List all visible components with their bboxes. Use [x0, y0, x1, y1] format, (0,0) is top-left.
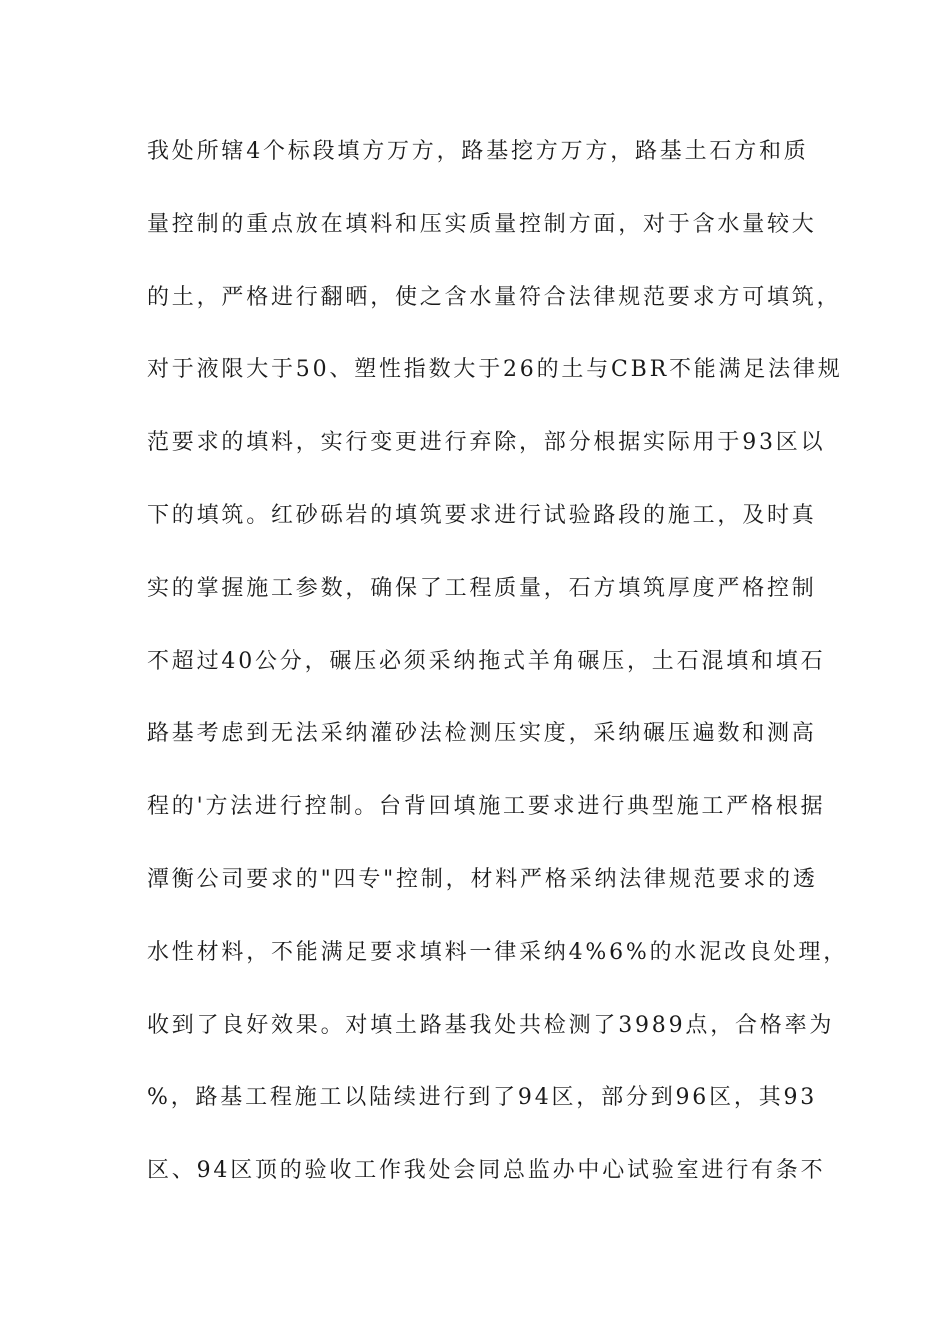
text-line: 对于液限大于50、塑性指数大于26的土与CBR不能满足法律规 — [147, 357, 843, 383]
text-line: 不超过40公分，碾压必须采纳拖式羊角碾压，土石混填和填石 — [147, 648, 826, 674]
body-paragraph — [147, 132, 849, 1224]
text-line: 我处所辖4个标段填方万方，路基挖方万方，路基土石方和质 — [147, 139, 809, 164]
text-line: 路基考虑到无法采纳灌砂法检测压实度，采纳碾压遍数和测高 — [147, 721, 817, 747]
text-line: 实的掌握施工参数，确保了工程质量，石方填筑厚度严格控制 — [147, 575, 817, 601]
text-line: 收到了良好效果。对填土路基我处共检测了3989点，合格率为 — [147, 1012, 835, 1038]
text-line: 的土，严格进行翻晒，使之含水量符合法律规范要求方可填筑， — [147, 284, 842, 310]
text-line: 量控制的重点放在填料和压实质量控制方面，对于含水量较大 — [147, 211, 817, 237]
text-line: 潭衡公司要求的"四专"控制，材料严格采纳法律规范要求的透 — [147, 866, 818, 892]
text-line: 程的'方法进行控制。台背回填施工要求进行典型施工严格根据 — [147, 794, 826, 820]
text-line: 范要求的填料，实行变更进行弃除，部分根据实际用于93区以 — [147, 430, 826, 456]
text-line: %，路基工程施工以陆续进行到了94区，部分到96区，其93 — [147, 1085, 818, 1111]
text-line: 水性材料，不能满足要求填料一律采纳4%6%的水泥改良处理， — [147, 939, 849, 965]
text-line: 下的填筑。红砂砾岩的填筑要求进行试验路段的施工，及时真 — [147, 502, 817, 528]
text-line: 区、94区顶的验收工作我处会同总监办中心试验室进行有条不 — [147, 1158, 826, 1184]
